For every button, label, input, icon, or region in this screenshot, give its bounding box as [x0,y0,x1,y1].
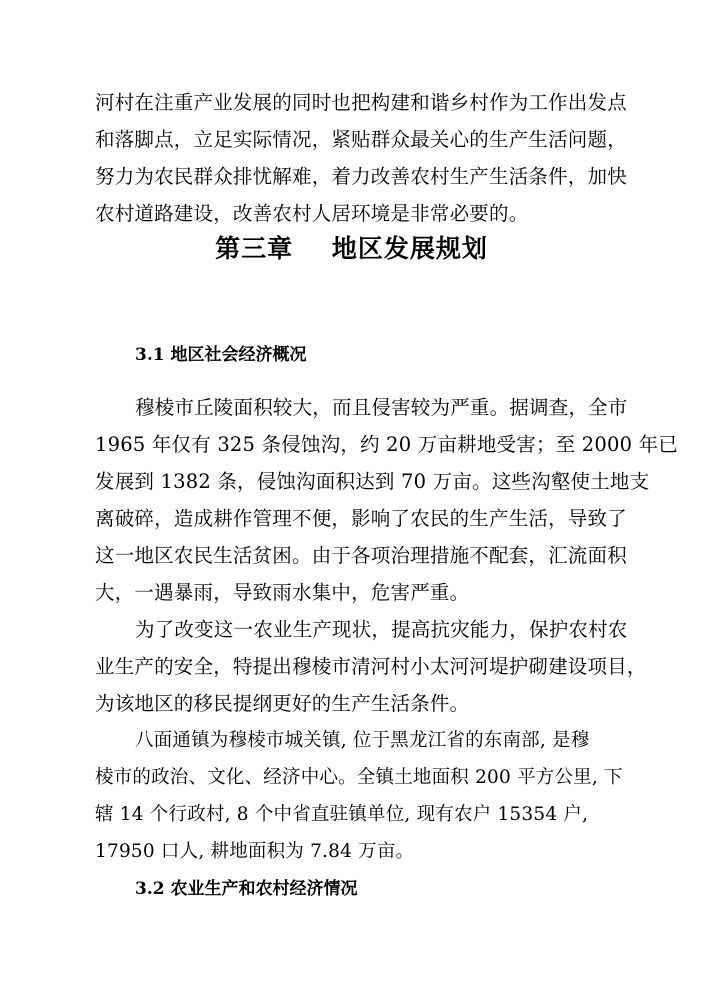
intro-line-3: 努力为农民群众排忧解难，着力改善农村生产生活条件，加快 [95,165,627,188]
section-3-1-p3-line-3: 辖 14 个行政村, 8 个中省直驻镇单位, 现有农户 15354 户, [95,804,589,825]
section-3-1-p3-line-1: 八面通镇为穆棱市城关镇, 位于黑龙江省的东南部, 是穆 [135,730,590,751]
section-heading-3-2: 3.2 农业生产和农村经济情况 [135,879,358,899]
section-3-1-p2-line-1: 为了改变这一农业生产现状，提高抗灾能力，保护农村农 [135,618,628,641]
section-3-1-p1-line-3: 发展到 1382 条，侵蚀沟面积达到 70 万亩。这些沟壑使土地支 [95,470,650,493]
section-3-1-p2-line-3: 为该地区的移民提纲更好的生产生活条件。 [95,692,470,715]
chapter-title: 第三章 地区发展规划 [215,234,488,263]
section-3-1-p1-line-1: 穆棱市丘陵面积较大，而且侵害较为严重。据调查，全市 [135,396,628,419]
section-3-1-p3-line-2: 棱市的政治、文化、经济中心。全镇土地面积 200 平方公里, 下 [95,767,623,788]
intro-line-1: 河村在注重产业发展的同时也把构建和谐乡村作为工作出发点 [95,91,627,114]
section-heading-3-1: 3.1 地区社会经济概况 [135,345,307,365]
section-3-1-p1-line-4: 离破碎，造成耕作管理不便，影响了农民的生产生活，导致了 [95,507,627,530]
intro-line-4: 农村道路建设，改善农村人居环境是非常必要的。 [95,202,529,225]
section-3-1-p2-line-2: 业生产的安全，特提出穆棱市清河村小太河河堤护砌建设项目， [95,655,647,678]
section-3-1-p1-line-5: 这一地区农民生活贫困。由于各项治理措施不配套，汇流面积 [95,544,627,567]
section-3-1-p3-line-4: 17950 口人, 耕地面积为 7.84 万亩。 [95,841,415,862]
section-3-1-p1-line-2: 1965 年仅有 325 条侵蚀沟，约 20 万亩耕地受害；至 2000 年已 [95,433,678,456]
intro-line-2: 和落脚点，立足实际情况，紧贴群众最关心的生产生活问题， [95,128,627,151]
section-3-1-p1-line-6: 大，一遇暴雨，导致雨水集中，危害严重。 [95,581,470,604]
